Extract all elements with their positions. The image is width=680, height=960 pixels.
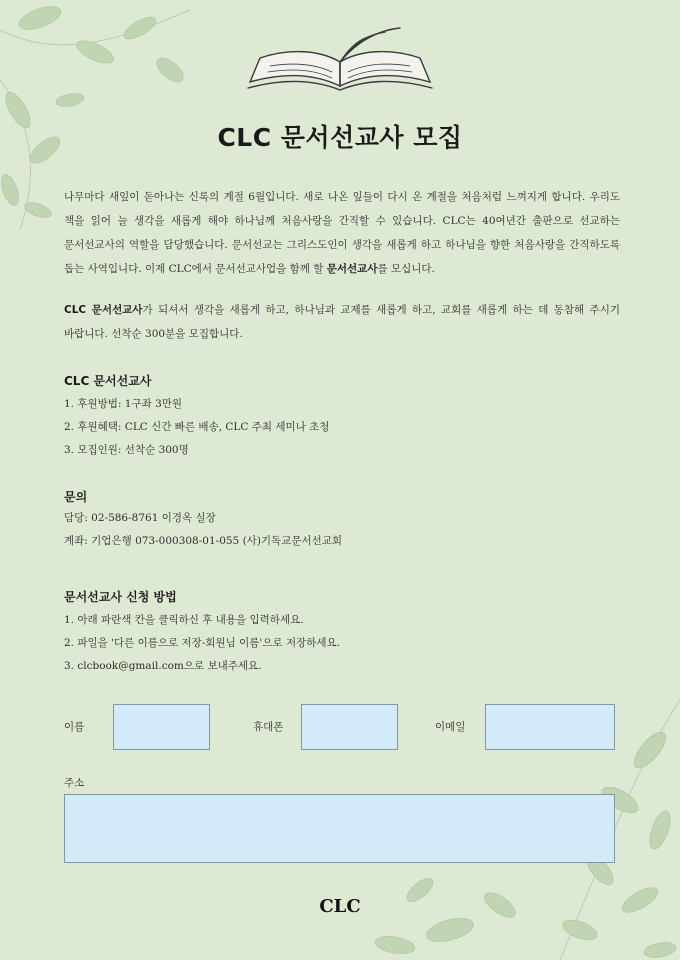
name-label: 이름 bbox=[64, 721, 85, 733]
open-book-icon bbox=[240, 22, 440, 94]
intro-text: 나무마다 새잎이 돋아나는 신록의 계절 6월입니다. 새로 나온 잎들이 다시 온 계절을 처음처럼 느껴지게 합니다. 우리도 책을 읽어 늘 생각을 새롭게 해야 하나님께 처음사랑을 간직할 수 있습니다. CLC는 40여년간 출판으로 선교하는 문서선교사의 역할을 담당했습니다. 문서선교는 그리스도인이 생각을 새롭게 하고 하나님을 향한 처음사랑을 간직하도록 돕는 사역입니다. 이제 CLC에서 문서선교사업을 함께 할 bbox=[64, 191, 620, 275]
missionary-heading: CLC 문서선교사 bbox=[64, 374, 152, 388]
appeal-text: 가 되셔서 생각을 새롭게 하고, 하나님과 교제를 새롭게 하고, 교회를 새롭게 하는 데 동참해 주시기 바랍니다. 선착순 300분을 모집합니다. bbox=[64, 304, 620, 340]
contact-heading: 문의 bbox=[64, 490, 88, 504]
contact-item: 계좌: 기업은행 073-000308-01-055 (사)기독교문서선교회 bbox=[64, 535, 343, 547]
intro-emphasis: 문서선교사 bbox=[326, 263, 378, 275]
intro-text-end: 를 모십니다. bbox=[377, 263, 435, 275]
apply-heading: 문서선교사 신청 방법 bbox=[64, 590, 177, 604]
clc-logo: CLC bbox=[319, 896, 361, 917]
missionary-item: 1. 후원방법: 1구좌 3만원 bbox=[64, 398, 183, 410]
page-title: CLC 문서선교사 모집 bbox=[217, 123, 463, 152]
apply-step: 1. 아래 파란색 칸을 클릭하신 후 내용을 입력하세요. bbox=[64, 614, 304, 626]
email-label: 이메일 bbox=[435, 721, 466, 733]
address-label: 주소 bbox=[64, 777, 85, 789]
missionary-item: 2. 후원혜택: CLC 신간 빠른 배송, CLC 주최 세미나 초청 bbox=[64, 421, 330, 433]
phone-field[interactable] bbox=[301, 704, 398, 750]
apply-step: 3. clcbook@gmail.com으로 보내주세요. bbox=[64, 660, 262, 672]
apply-step: 2. 파일을 '다른 이름으로 저장-회원님 이름'으로 저장하세요. bbox=[64, 637, 340, 649]
appeal-emphasis: CLC 문서선교사 bbox=[64, 304, 143, 316]
name-field[interactable] bbox=[113, 704, 210, 750]
intro-paragraph bbox=[64, 185, 620, 281]
missionary-item: 3. 모집인원: 선착순 300명 bbox=[64, 444, 189, 456]
phone-label: 휴대폰 bbox=[253, 721, 284, 733]
contact-item: 담당: 02-586-8761 이경옥 실장 bbox=[64, 512, 216, 524]
address-field[interactable] bbox=[64, 794, 615, 863]
appeal-paragraph bbox=[64, 298, 620, 346]
email-field[interactable] bbox=[485, 704, 615, 750]
